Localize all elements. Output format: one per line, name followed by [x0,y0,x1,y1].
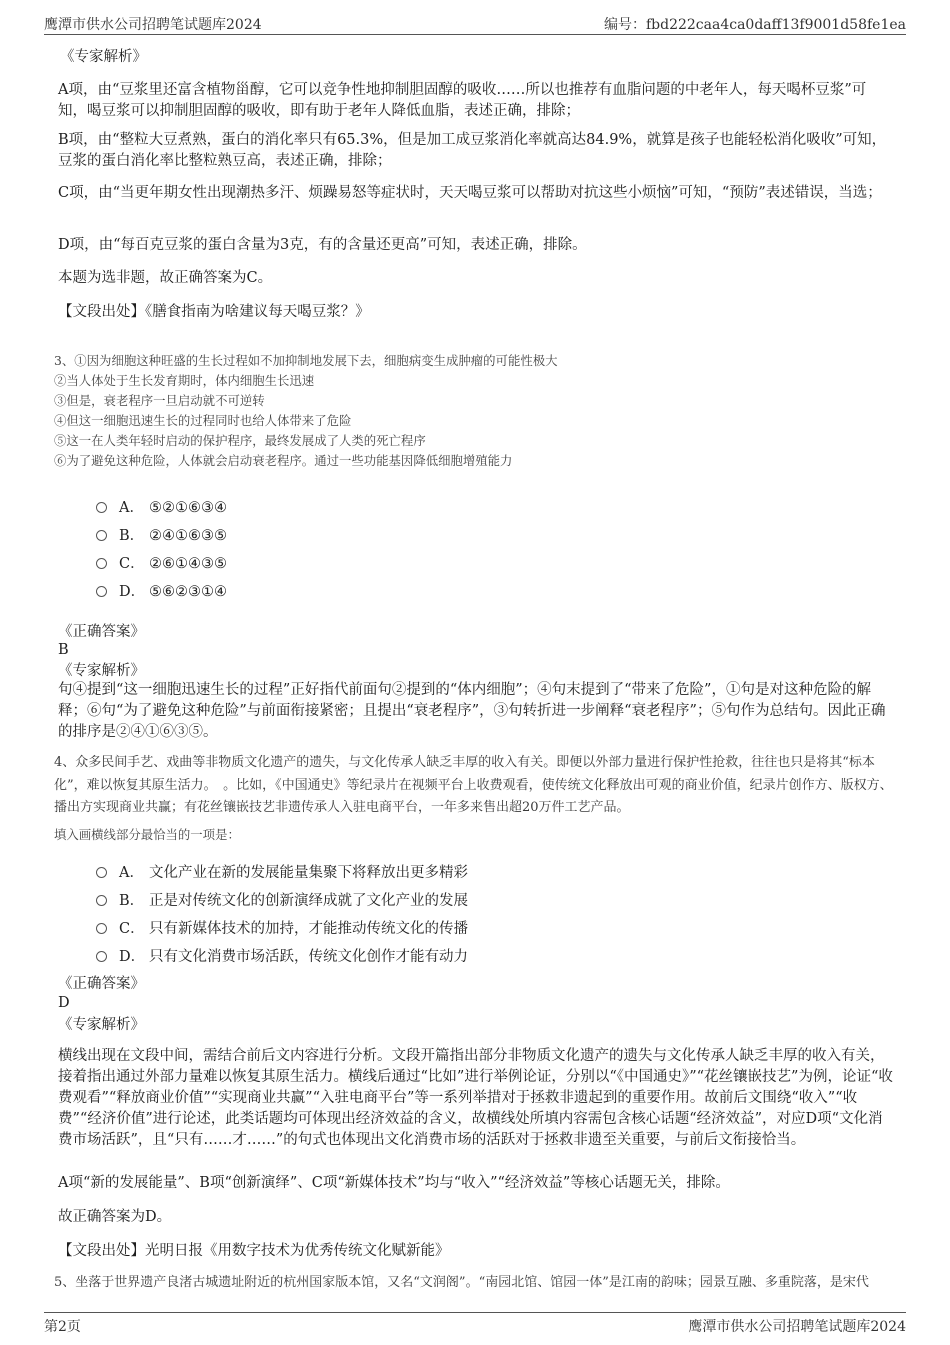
q4-option-c[interactable]: C． 只有新媒体技术的加持，才能推动传统文化的传播 [96,917,468,938]
radio-icon[interactable] [96,895,107,906]
radio-icon[interactable] [96,558,107,569]
q3-line-4: ④但这一细胞迅速生长的过程同时也给人体带来了危险 [54,413,352,428]
q2-analysis-label: 《专家解析》 [60,49,147,65]
q3-line-5: ⑤这一在人类年轻时启动的保护程序，最终发展成了人类的死亡程序 [54,433,426,448]
q3-option-c[interactable]: C． ②⑥①④③⑤ [96,552,227,573]
q3-line-1: 3、①因为细胞这种旺盛的生长过程如不加抑制地发展下去，细胞病变生成肿瘤的可能性极大 [54,353,558,368]
q3-option-a[interactable]: A． ⑤②①⑥③④ [96,496,227,517]
radio-icon[interactable] [96,923,107,934]
radio-icon[interactable] [96,530,107,541]
q3-option-d[interactable]: D． ⑤⑥②③①④ [96,580,227,601]
q3-analysis: 句④提到“这一细胞迅速生长的过程”正好指代前面句②提到的“体内细胞”；④句末提到了“带来了危险”，①句是对这种危险的解释；⑥句“为了避免这种危险”与前面衔接紧密；且提出“衰老程序”，③句转折进一步阐释“衰老程序”；⑤句作为总结句。因此正确的排序是②④①⑥③⑤。 [58,682,886,740]
q4-stem: 4、众多民间手艺、戏曲等非物质文化遗产的遗失，与文化传承人缺乏丰厚的收入有关。即便以外部力量进行保护性抢救，往往也只是将其“标本化”，难以恢复其原生活力。 。比如，《中国通史》等纪录片在视频平台上收费观看，使传统文化释放出可观的商业价值，纪录片创作方、版权方、播出方实现商业共赢；有花丝镶嵌技艺非遗传承人入驻电商平台，一年多来售出超20万件工艺产品。 [54,755,893,815]
q4-option-d[interactable]: D． 只有文化消费市场活跃，传统文化创作才能有动力 [96,945,468,966]
q3-option-b[interactable]: B． ②④①⑥③⑤ [96,524,227,545]
q2-para-b: B项，由“整粒大豆煮熟，蛋白的消化率只有65.3%，但是加工成豆浆消化率就高达84.9%，就算是孩子也能轻松消化吸收”可知，豆浆的蛋白消化率比整粒熟豆高，表述正确，排除； [58,132,887,169]
q2-para-d: D项，由“每百克豆浆的蛋白含量为3克，有的含量还更高”可知，表述正确，排除。 [58,237,587,253]
q3-analysis-label: 《专家解析》 [58,663,145,679]
radio-icon[interactable] [96,867,107,878]
q4-exclusion: A项“新的发展能量”、B项“创新演绎”、C项“新媒体技术”均与“收入”“经济效益”等核心话题无关，排除。 [58,1175,730,1191]
q4-source: 【文段出处】光明日报《用数字技术为优秀传统文化赋新能》 [58,1243,450,1259]
q4-prompt: 填入画横线部分最恰当的一项是： [54,827,240,842]
header-serial: 编号：fbd222caa4ca0daff13f9001d58fe1ea [603,17,906,33]
q5-stem: 5、坐落于世界遗产良渚古城遗址附近的杭州国家版本馆，又名“文润阁”。“南园北馆、馆园一体”是江南的韵味；园景互融、多重院落，是宋代 [54,1275,869,1290]
q4-conclusion: 故正确答案为D。 [58,1209,172,1225]
q4-option-b[interactable]: B． 正是对传统文化的创新演绎成就了文化产业的发展 [96,889,468,910]
q3-answer-label: 《正确答案》 [58,624,145,640]
page-number: 第2页 [44,1319,81,1335]
q4-analysis-para: 横线出现在文段中间，需结合前后文内容进行分析。文段开篇指出部分非物质文化遗产的遗失与文化传承人缺乏丰厚的收入有关，接着指出通过外部力量难以恢复其原生活力。横线后通过“比如”进行举例论证，分别以“《中国通史》”“花丝镶嵌技艺”为例，论证“收费观看”“释放商业价值”“实现商业共赢”“入驻电商平台”等一系列举措对于拯救非遗起到的重要作用。故前后文围绕“收入”“收费”“经济价值”进行论述，此类话题均可体现出经济效益的含义，故横线处所填内容需包含核心话题“经济效益”，对应D项“文化消费市场活跃”，且“只有……才……”的句式也体现出文化消费市场的活跃对于拯救非遗至关重要，与前后文衔接恰当。 [58,1048,893,1148]
radio-icon[interactable] [96,951,107,962]
q3-answer: B [58,642,69,658]
q3-line-6: ⑥为了避免这种危险，人体就会启动衰老程序。通过一些功能基因降低细胞增殖能力 [54,453,513,468]
radio-icon[interactable] [96,586,107,597]
q4-analysis-label: 《专家解析》 [58,1017,145,1033]
q4-answer-label: 《正确答案》 [58,976,145,992]
q2-conclusion: 本题为选非题，故正确答案为C。 [58,270,273,286]
header-title: 鹰潭市供水公司招聘笔试题库2024 [44,17,262,33]
radio-icon[interactable] [96,502,107,513]
q2-para-a: A项，由“豆浆里还富含植物甾醇，它可以竞争性地抑制胆固醇的吸收……所以也推荐有血脂问题的中老年人，每天喝杯豆浆”可知，喝豆浆可以抑制胆固醇的吸收，即有助于老年人降低血脂，表述正确，排除； [58,82,867,119]
q4-answer: D [58,995,70,1011]
q3-line-2: ②当人体处于生长发育期时，体内细胞生长迅速 [54,373,315,388]
page-footer [44,1312,906,1337]
footer-title: 鹰潭市供水公司招聘笔试题库2024 [688,1319,906,1335]
q2-source: 【文段出处】《膳食指南为啥建议每天喝豆浆？》 [58,304,370,320]
page-header [44,12,906,35]
q2-para-c: C项，由“当更年期女性出现潮热多汗、烦躁易怒等症状时，天天喝豆浆可以帮助对抗这些小烦恼”可知，“预防”表述错误，当选； [58,185,882,201]
q4-option-a[interactable]: A． 文化产业在新的发展能量集聚下将释放出更多精彩 [96,861,468,882]
q3-line-3: ③但是，衰老程序一旦启动就不可逆转 [54,393,265,408]
